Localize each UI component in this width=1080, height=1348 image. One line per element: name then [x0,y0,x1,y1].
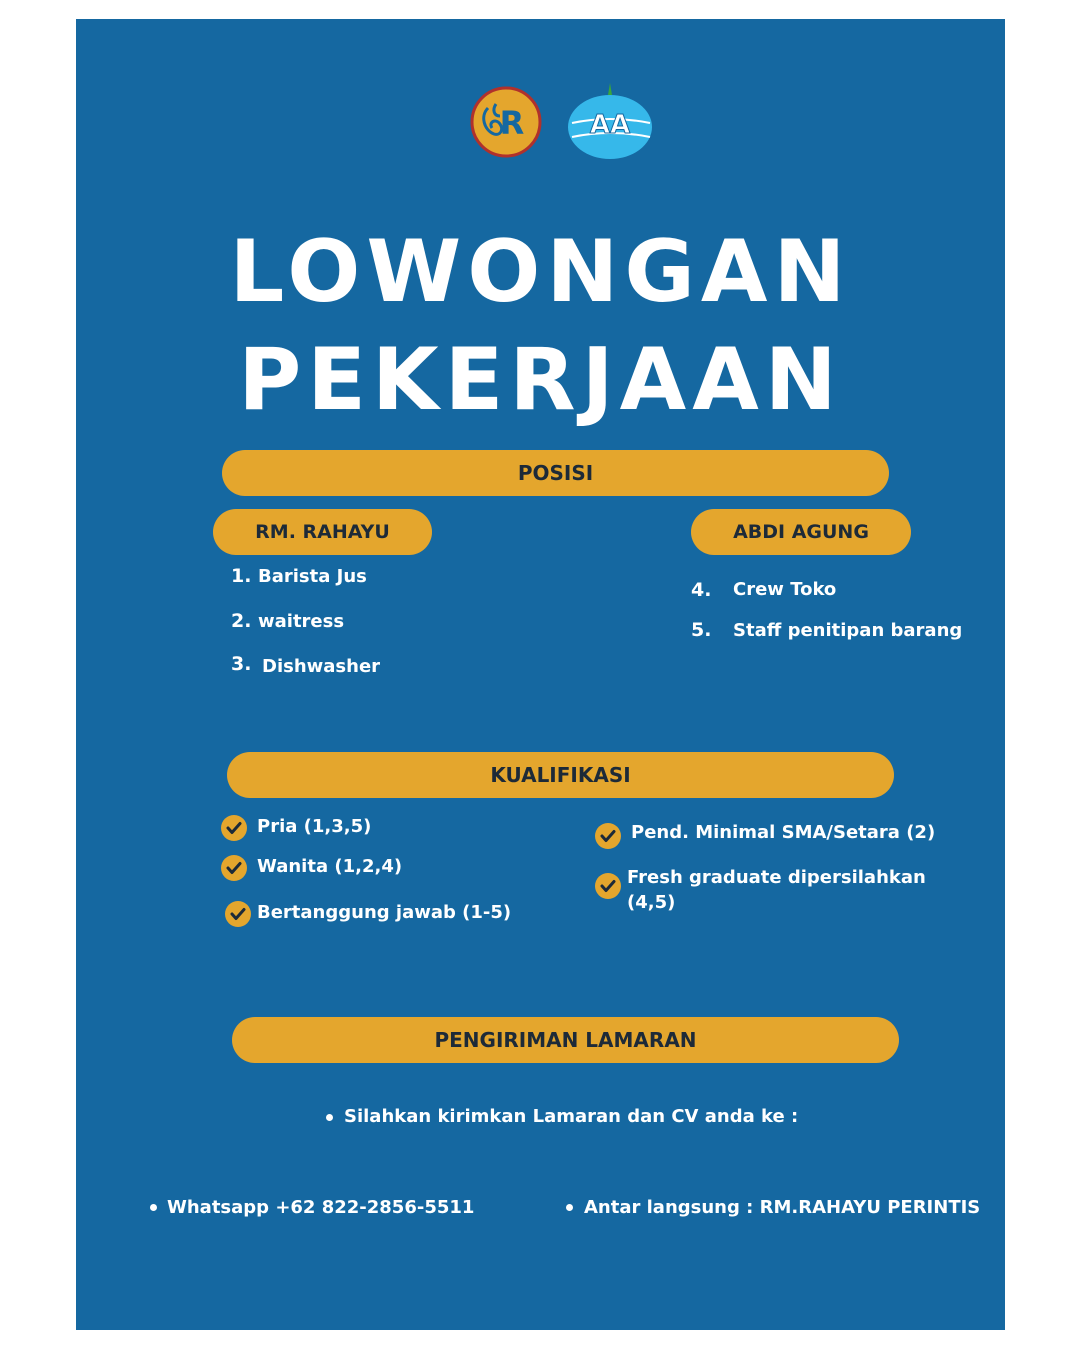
qualification-item: Wanita (1,2,4) [257,856,403,877]
section-posisi-header: POSISI [222,450,889,496]
qualification-item: Fresh graduate dipersilahkan [627,867,926,888]
position-item: waitress [258,611,345,632]
check-icon [595,823,621,849]
company-abdi-agung-label: ABDI AGUNG [691,509,911,555]
position-item: Staff penitipan barang [733,620,963,641]
svg-text:R: R [499,104,525,142]
bullet-icon [566,1204,573,1211]
svg-text:AA: AA [589,110,631,140]
job-poster [76,19,1005,1330]
position-number: 5. [691,619,712,641]
position-item: Dishwasher [262,656,381,677]
bullet-icon [150,1204,157,1211]
position-item: Crew Toko [733,579,837,600]
title-line-1: LOWONGAN [229,222,852,322]
qualification-item: Pend. Minimal SMA/Setara (2) [631,822,936,843]
section-kualifikasi-header: KUALIFIKASI [227,752,894,798]
check-icon [595,873,621,899]
qualification-item-continued: (4,5) [627,892,676,913]
section-pengiriman-header: PENGIRIMAN LAMARAN [232,1017,899,1063]
check-icon [221,815,247,841]
bullet-icon [326,1114,333,1121]
application-intro: Silahkan kirimkan Lamaran dan CV anda ke : [344,1106,799,1127]
aa-logo-icon [566,81,656,163]
title-line-2: PEKERJAAN [238,330,843,430]
qualification-item: Pria (1,3,5) [257,816,372,837]
position-number: 3. [231,653,252,675]
r-logo-icon [470,86,542,158]
direct-delivery-address: Antar langsung : RM.RAHAYU PERINTIS [584,1197,981,1218]
position-number: 2. [231,610,252,632]
position-number: 4. [691,579,712,601]
position-number: 1. [231,565,252,587]
check-icon [221,855,247,881]
whatsapp-contact: Whatsapp +62 822-2856-5511 [167,1197,475,1218]
qualification-item: Bertanggung jawab (1-5) [257,902,512,923]
company-rm-rahayu-label: RM. RAHAYU [213,509,432,555]
check-icon [225,901,251,927]
position-item: Barista Jus [258,566,367,587]
